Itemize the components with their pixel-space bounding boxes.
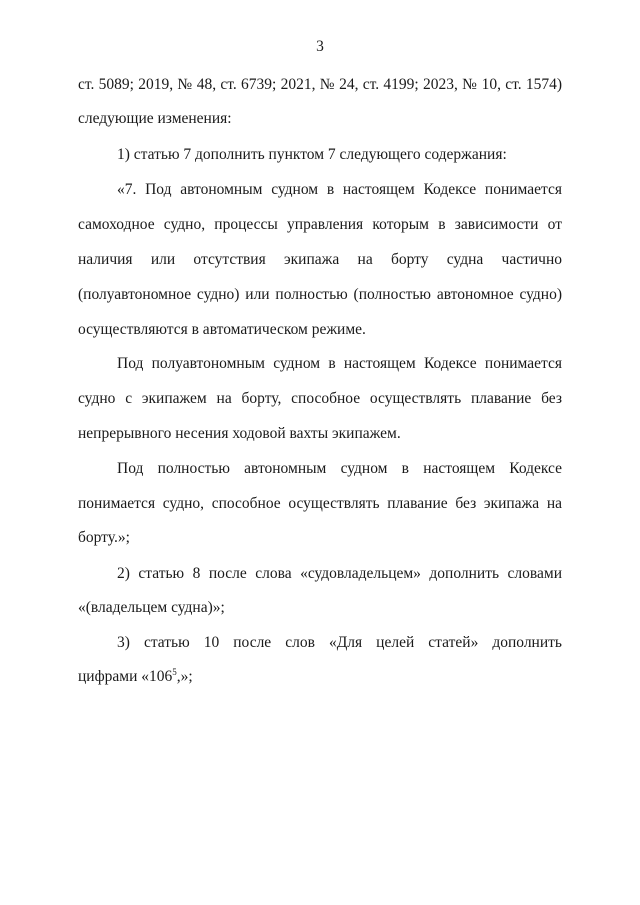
text-line: понимается судно, способное осуществлять плавание без экипажа на (78, 495, 562, 512)
list-item-3: 3) статью 10 после слов «Для целей статей» дополнить (117, 634, 562, 651)
text-line: следующие изменения: (78, 110, 232, 127)
text-line: судно с экипажем на борту, способное осуществлять плавание без (78, 390, 562, 407)
list-item-2: 2) статью 8 после слова «судовладельцем» дополнить словами (117, 565, 562, 582)
text-line: Под полуавтономным судном в настоящем Кодексе понимается (117, 355, 562, 372)
list-item-1: 1) статью 7 дополнить пунктом 7 следующего содержания: (117, 146, 507, 163)
text-line: (полуавтономное судно) или полностью (полностью автономное судно) (78, 286, 562, 303)
text-fragment: ,»; (176, 668, 193, 685)
text-line: осуществляются в автоматическом режиме. (78, 321, 366, 338)
text-line: непрерывного несения ходовой вахты экипажем. (78, 425, 401, 442)
text-line: самоходное судно, процессы управления которым в зависимости от (78, 216, 562, 233)
page-number: 3 (316, 38, 324, 55)
text-line: «7. Под автономным судном в настоящем Кодексе понимается (117, 181, 562, 198)
superscript: 5 (172, 667, 177, 677)
text-line: Под полностью автономным судном в настоящем Кодексе (117, 460, 562, 477)
text-line: борту.»; (78, 529, 130, 546)
text-line: наличия или отсутствия экипажа на борту судна частично (78, 251, 562, 268)
text-fragment: цифрами «106 (78, 668, 173, 685)
text-line (78, 667, 562, 687)
text-line: ст. 5089; 2019, № 48, ст. 6739; 2021, № 24, ст. 4199; 2023, № 10, ст. 1574) (78, 76, 562, 93)
text-line: «(владельцем судна)»; (78, 599, 225, 616)
